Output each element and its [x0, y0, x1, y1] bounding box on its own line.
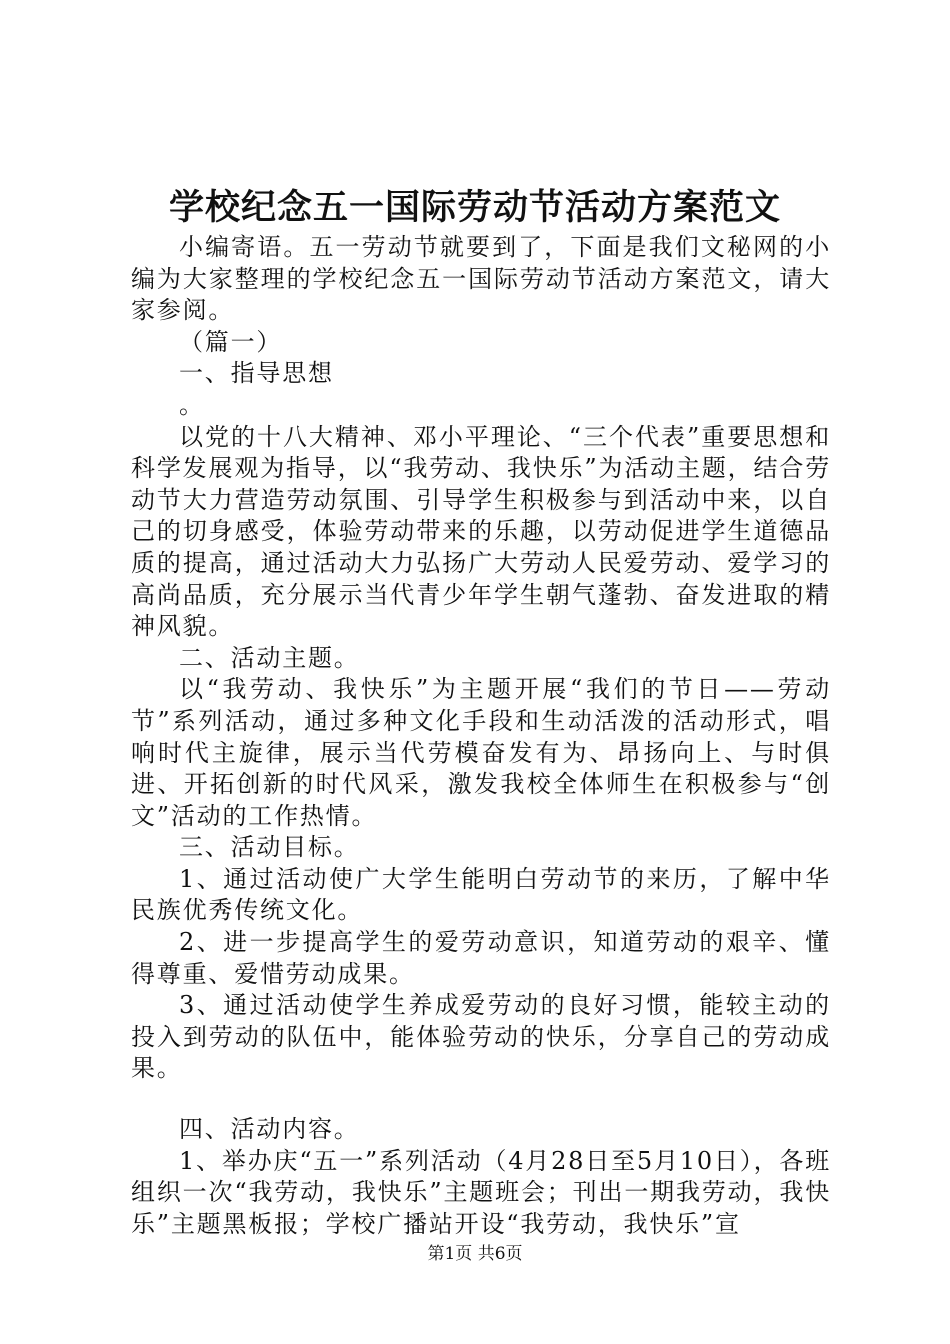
- heading-activity-goals: 三、活动目标。: [179, 833, 360, 862]
- paragraph-goal-1: 1、通过活动使广大学生能明白劳动节的来历，了解中华民族优秀传统文化。: [131, 864, 831, 925]
- heading-guiding-ideology: 一、指导思想: [179, 359, 334, 388]
- paragraph-goal-3: 3、通过活动使学生养成爱劳动的良好习惯，能较主动的投入到劳动的队伍中，能体验劳动的快乐，分享自己的劳动成果。: [131, 991, 831, 1083]
- paragraph-intro: 小编寄语。五一劳动节就要到了，下面是我们文秘网的小编为大家整理的学校纪念五一国际劳动节活动方案范文，请大家参阅。: [131, 233, 831, 325]
- heading-activity-content: 四、活动内容。: [179, 1115, 360, 1144]
- paragraph-content-1: 1、举办庆“五一”系列活动（4月28日至5月10日），各班组织一次“我劳动，我快乐”主题班会；刊出一期我劳动，我快乐”主题黑板报；学校广播站开设“我劳动，我快乐”宣: [131, 1146, 831, 1238]
- paragraph-period: 。: [179, 390, 205, 419]
- document-body: [131, 232, 831, 1240]
- document-title: 学校纪念五一国际劳动节活动方案范文: [168, 187, 781, 228]
- paragraph-part-one: （篇一）: [179, 327, 283, 356]
- page-footer: 第1页 共6页: [427, 1244, 523, 1264]
- heading-activity-theme: 二、活动主题。: [179, 643, 360, 672]
- paragraph-goal-2: 2、进一步提高学生的爱劳动意识，知道劳动的艰辛、懂得尊重、爱惜劳动成果。: [131, 928, 831, 988]
- paragraph-guiding-ideology: 以党的十八大精神、邓小平理论、“三个代表”重要思想和科学发展观为指导，以“我劳动、我快乐”为活动主题，结合劳动节大力营造劳动氛围、引导学生积极参与到活动中来，以自己的切身感受，体验劳动带来的乐趣，以劳动促进学生道德品质的提高，通过活动大力弘扬广大劳动人民爱劳动、爱学习的高尚品质，充分展示当代青少年学生朝气蓬勃、奋发进取的精神风貌。: [131, 422, 831, 641]
- paragraph-activity-theme: 以“我劳动、我快乐”为主题开展“我们的节日——劳动节”系列活动，通过多种文化手段和生动活泼的活动形式，唱响时代主旋律，展示当代劳模奋发有为、昂扬向上、与时俱进、开拓创新的时代风采，激发我校全体师生在积极参与“创文”活动的工作热情。: [131, 675, 831, 830]
